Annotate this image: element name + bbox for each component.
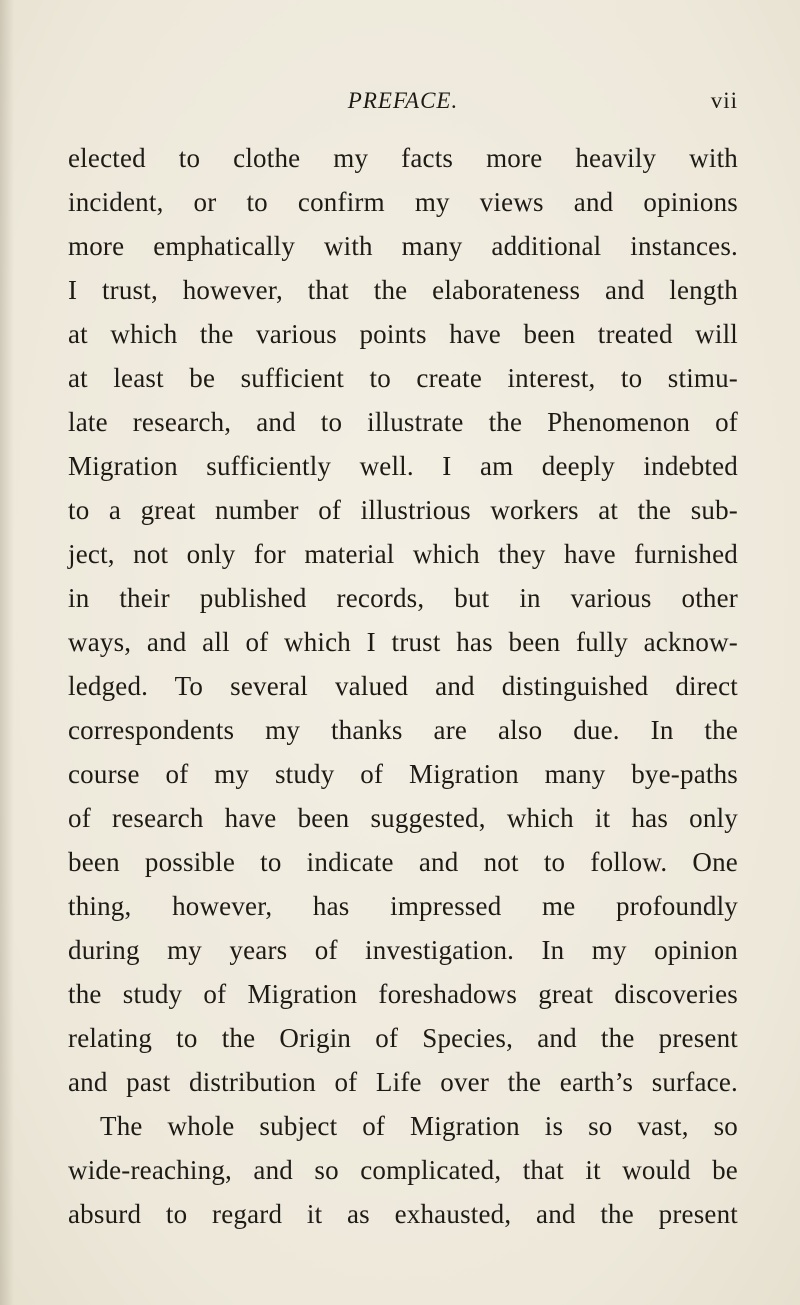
text-line: thing, however, has impressed me profoundly bbox=[68, 891, 738, 921]
text-line: elected to clothe my facts more heavily with bbox=[68, 143, 738, 173]
running-head bbox=[68, 88, 738, 118]
running-title: PREFACE. bbox=[347, 88, 459, 113]
text-line: relating to the Origin of Species, and the present bbox=[68, 1023, 738, 1053]
text-line: ways, and all of which I trust has been fully acknow- bbox=[68, 627, 738, 657]
text-line: of research have been suggested, which it has only bbox=[68, 803, 738, 833]
text-line: the study of Migration foreshadows great discoveries bbox=[68, 979, 738, 1009]
text-line: course of my study of Migration many bye-paths bbox=[68, 759, 738, 789]
text-line: at which the various points have been treated will bbox=[68, 319, 738, 349]
text-line: absurd to regard it as exhausted, and the present bbox=[68, 1199, 738, 1229]
text-line: Migration sufficiently well. I am deeply indebted bbox=[68, 451, 738, 481]
text-line: incident, or to confirm my views and opinions bbox=[68, 187, 738, 217]
text-line: at least be sufficient to create interest, to stimu- bbox=[68, 363, 738, 393]
text-line: late research, and to illustrate the Phenomenon of bbox=[68, 407, 738, 437]
text-line: ject, not only for material which they have furnished bbox=[68, 539, 738, 569]
preface-body-text bbox=[68, 136, 738, 1236]
page-number: vii bbox=[710, 88, 738, 113]
text-line: more emphatically with many additional instances. bbox=[68, 231, 738, 261]
text-line: in their published records, but in various other bbox=[68, 583, 738, 613]
text-line: to a great number of illustrious workers at the sub- bbox=[68, 495, 738, 525]
text-line: during my years of investigation. In my opinion bbox=[68, 935, 738, 965]
text-line: The whole subject of Migration is so vast, so bbox=[100, 1111, 738, 1141]
text-line: and past distribution of Life over the earth’s surface. bbox=[68, 1067, 738, 1097]
text-line: correspondents my thanks are also due. In the bbox=[68, 715, 738, 745]
text-line: been possible to indicate and not to follow. One bbox=[68, 847, 738, 877]
gutter-shadow bbox=[0, 0, 14, 1305]
text-line: ledged. To several valued and distinguished direct bbox=[68, 671, 738, 701]
text-line: I trust, however, that the elaborateness and length bbox=[68, 275, 738, 305]
text-line: wide-reaching, and so complicated, that it would be bbox=[68, 1155, 738, 1185]
